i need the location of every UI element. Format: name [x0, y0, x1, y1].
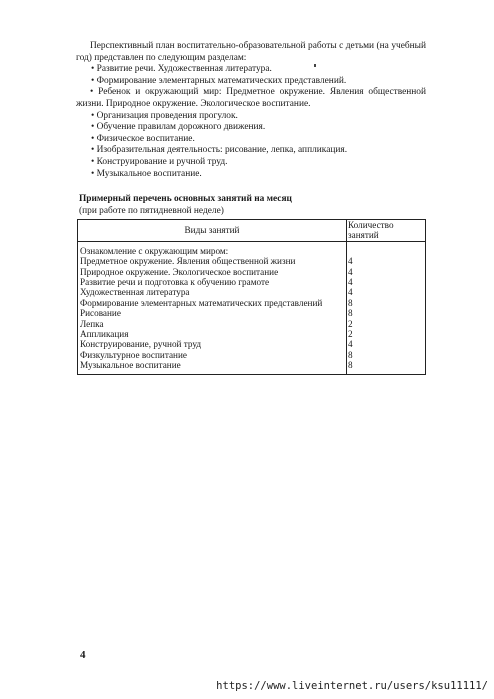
table-heading — [79, 194, 292, 217]
bullet-item: • Организация проведения прогулок. — [91, 110, 238, 121]
bullet-item: • Формирование элементарных математических представлений. — [91, 75, 347, 86]
source-watermark: https://www.liveinternet.ru/users/ksu11111/ — [216, 680, 488, 692]
activity-count — [348, 246, 423, 256]
header-activity-type: Виды занятий — [78, 220, 347, 242]
page-number: 4 — [80, 649, 86, 661]
activity-name: Художественная литература — [80, 287, 190, 298]
intro-paragraph: Перспективный план воспитательно-образовательной работы с детьми (на учебный год) представлен по следующим разделам: — [76, 41, 426, 63]
activities-table — [77, 219, 426, 375]
activity-count: 4 — [348, 339, 353, 350]
activity-count: 2 — [348, 329, 353, 340]
activity-count: 8 — [348, 297, 353, 308]
bullet-item: • Конструирование и ручной труд. — [91, 156, 228, 167]
activity-name: Физкультурное воспитание — [80, 349, 187, 360]
activity-count: 8 — [348, 349, 353, 360]
activity-name: Музыкальное воспитание — [80, 360, 181, 371]
activity-count: 4 — [348, 287, 353, 298]
bullet-item: • Изобразительная деятельность: рисование, лепка, аппликация. — [91, 145, 348, 156]
bullet-item: • Физическое воспитание. — [91, 133, 195, 144]
activity-name: Конструирование, ручной труд — [80, 339, 202, 350]
activity-name: Лепка — [80, 318, 104, 329]
activity-count: 4 — [348, 256, 353, 267]
table-subtitle: (при работе по пятидневной неделе) — [79, 205, 224, 216]
activity-count: 8 — [348, 308, 353, 319]
activity-count: 8 — [348, 360, 353, 371]
bullet-item: • Обучение правилам дорожного движения. — [91, 122, 266, 133]
bullet-item: • Развитие речи. Художественная литература. — [91, 64, 272, 75]
activity-name: Развитие речи и подготовка к обучению грамоте — [80, 277, 270, 288]
table-body-row — [78, 241, 426, 374]
activity-names-cell — [78, 241, 347, 374]
intro-section — [76, 41, 426, 180]
activity-name: Предметное окружение. Явления общественной жизни — [80, 256, 296, 267]
activity-counts-cell — [347, 241, 426, 374]
activity-name: Формирование элементарных математических представлений — [80, 297, 323, 308]
table-header-row — [78, 220, 426, 242]
activity-count: 4 — [348, 266, 353, 277]
bullet-item: • Музыкальное воспитание. — [91, 168, 202, 179]
activity-count: 2 — [348, 318, 353, 329]
bullet-item: • Ребенок и окружающий мир: Предметное окружение. Явления общественной жизни. Природное окружение. Экологическое воспитание. — [76, 87, 426, 109]
header-count: Количество занятий — [347, 220, 426, 242]
activity-name: Рисование — [80, 308, 121, 319]
activity-name: Ознакомление с окружающим миром: — [80, 245, 229, 256]
activity-name: Аппликация — [80, 329, 129, 340]
activity-name: Природное окружение. Экологическое воспитание — [80, 266, 279, 277]
table-title: Примерный перечень основных занятий на месяц — [79, 194, 292, 204]
activity-count: 4 — [348, 277, 353, 288]
